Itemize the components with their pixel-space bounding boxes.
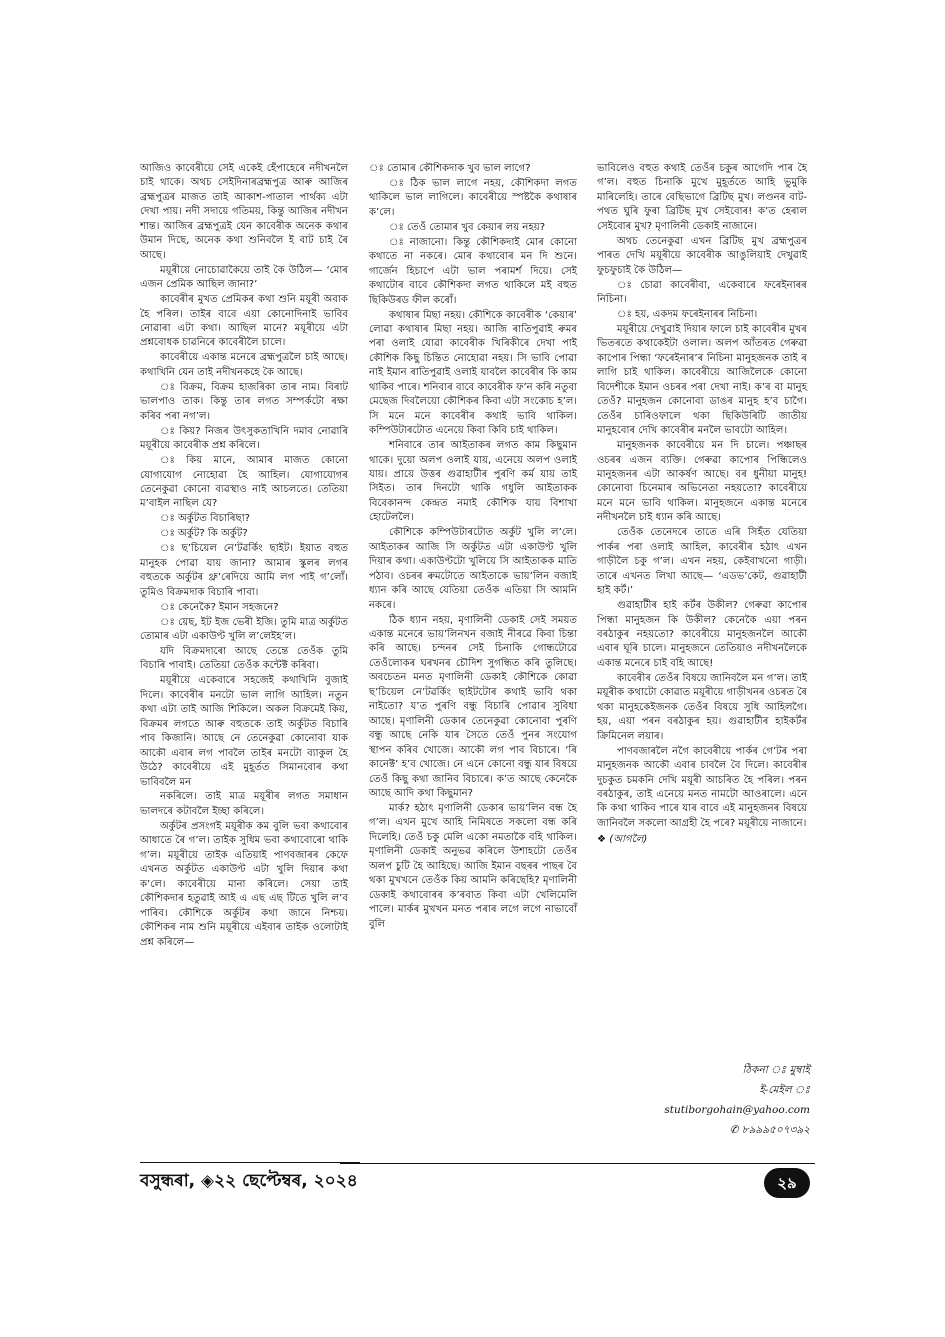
author-email-label: ই-মেইল ঃ bbox=[759, 1084, 810, 1096]
author-email: stutiborgohain@yahoo.com bbox=[664, 1104, 810, 1116]
paragraph: ঃ তেওঁ তোমাৰ খুব কেয়াৰ লয় নহয়? bbox=[389, 221, 546, 233]
paragraph: কাবেৰীয়ে একান্ত মনেৰে ব্ৰহ্মপুত্ৰলৈ চাই আছে। কথাখিনি যেন তাই নদীখনকহে কৈ আছে। bbox=[140, 352, 348, 378]
paragraph: ঃ অৰ্কুটত বিচাৰিছা? bbox=[160, 513, 250, 525]
author-address: ঠিকনা ঃ মুম্বাই bbox=[742, 1064, 810, 1076]
text-column-3-body bbox=[597, 162, 807, 831]
footer-rule-right bbox=[340, 1163, 815, 1164]
paragraph: ঃ য়েছ, ইট ইজ ভেৰী ইজি। তুমি মাত্ৰ অৰ্কুটত তোমাৰ এটা একাউণ্ট খুলি ল’লেইহ’ল। bbox=[140, 616, 348, 642]
paragraph: ঃ কেনেকৈ? ইমান সহজনে? bbox=[160, 601, 279, 613]
footer-rule-left bbox=[140, 1162, 360, 1163]
paragraph: অৰ্কুটৰ প্ৰসংগই ময়ূৰীক কম বুলি ভবা কথাবোৰ আধাতে ৰৈ গ’ল। তাইক সুধিম ভবা কথাবোৰো থাকি গ’ল। ময়ূৰীয়ে তাইক এতিয়াই পাণবজাৰৰ কেফে এখনত অৰ্কুটত একাউণ্ট এটা খুলি দিয়াৰ কথা ক’লে। কাবেৰীয়ে মানা কৰিলে। সেয়া তাই কৌশিকদাৰ হতুৱাই আই এ এছ এছ টিতে খুলি ল’ব পাৰিব। কৌশিকে অৰ্কুটৰ কথা জানে নিশ্চয়। কৌশিকৰ নাম শুনি ময়ূৰীয়ে এইবাৰ তাইক ওলোটাই প্ৰশ্ন কৰিলে— bbox=[140, 820, 348, 948]
paragraph: মানুহজনক কাবেৰীয়ে মন দি চালে। পঞ্চাছৰ ওচৰৰ এজন ব্যক্তি। গেৰুৱা কাপোৰ পিন্ধিলেও মানুহজনৰ এটা আকৰ্ষণ আছে। বৰ ধুনীয়া মানুহ! কোনোবা চিনেমাৰ অভিনেতা নহয়তো? কাবেৰীয়ে মনে মনে ভাবি থাকিল। মানুহজনে একান্ত মনেৰে নদীখনলৈ চাই ধ্যান কৰি আছে। bbox=[597, 440, 807, 524]
author-phone: ✆ ৮৯৯৯৫০৭৩৯২ bbox=[729, 1124, 810, 1136]
text-column-3 bbox=[597, 162, 807, 848]
paragraph: কাবেৰীৰ তেওঁৰ বিষয়ে জানিবলৈ মন গ’ল। তাই ময়ূৰীক কথাটো কোৱাত ময়ূৰীয়ে গাড়ীখনৰ ওচৰত ৰৈ থকা মানুহকেইজনক তেওঁৰ বিষয়ে সুধি আহিলগৈ। হয়, এয়া পৰন বৰঠাকুৰ হয়। গুৱাহাটীৰ হাইকৰ্টৰ ক্ৰিমিনেল লয়াৰ। bbox=[597, 672, 807, 742]
paragraph: কাবেৰীৰ মুখত প্ৰেমিকৰ কথা শুনি ময়ূৰী অবাক হৈ পৰিল। তাইৰ বাবে এয়া কোনোদিনাই ভাবিব নোৱাৰা এটা কথা। আছিল মানে? ময়ূৰীয়ে এটা প্ৰশ্নবোধক চাৱনিৰে কাবেৰীলৈ চালে। bbox=[140, 294, 348, 349]
paragraph: নকৰিলে। তাই মাত্ৰ ময়ূৰীৰ লগত সমাধান ভালদৰে কটাবলৈ ইচ্ছা কৰিলে। bbox=[140, 791, 348, 817]
paragraph: তেওঁক তেনেদৰে তাতে এৰি সিহঁত যেতিয়া পাৰ্কৰ পৰা ওলাই আহিল, কাবেৰীৰ হঠাৎ এখন গাড়ীলৈ চকু গ’ল। এখন নহয়, কেইবাখনো গাড়ী। তাৰে এখনত লিখা আছে— ‘এডভ’কেট, গুৱাহাটী হাই কৰ্ট।’ bbox=[597, 527, 807, 597]
paragraph: ময়ূৰীয়ে একেবাৰে সহজেই কথাখিনি বুজাই দিলে। কাবেৰীৰ মনটো ভাল লাগি আহিল। নতুন কথা এটা তাই আজি শিকিলে। অকল বিক্ৰমেই কিয়, বিক্ৰমৰ লগতে আৰু বহুতকে তাই অৰ্কুটত বিচাৰি পাব কিজানি। আছে নে তেনেকুৱা কোনোবা যাক আকৌ এবাৰ লগ পাবলৈ তাইৰ মনটো ব্যাকুল হৈ উঠে? কাবেৰীয়ে এই মুহূৰ্তত সিমানবোৰ কথা ভাবিবলৈ মন bbox=[140, 675, 348, 788]
magazine-footer: বসুন্ধৰা, ◈২২ ছেপ্টেম্বৰ, ২০২৪ bbox=[140, 1171, 358, 1191]
paragraph: পাণবজাৰলৈ নগৈ কাবেৰীয়ে পাৰ্কৰ গে’টৰ পৰা মানুহজনক আকৌ এবাৰ চাবলৈ বৈ দিলে। কাবেৰীৰ দুচকুত চমকনি দেখি ময়ূৰী আচৰিত হৈ পৰিল। পৰন বৰঠাকুৰ, তাই এনেয়ে মনত নামটো আওৰালে। এনে কি কথা থাকিব পাৰে যাৰ বাবে এই মানুহজনৰ বিষয়ে জানিবলৈ সকলো আগ্ৰহী হৈ পৰে? ময়ূৰীয়ে নাজানে। bbox=[597, 745, 807, 829]
paragraph: ঃ বিক্ৰম, বিক্ৰম হাজৰিকা তাৰ নাম। বিৰাট ভালপাও তাক। কিন্তু তাৰ লগত সম্পৰ্কটো ৰক্ষা কৰিব পৰা নগ’ল। bbox=[140, 381, 348, 422]
paragraph: অথচ তেনেকুৱা এখন ব্ৰিটিছ মুখ ব্ৰহ্মপুত্ৰৰ পাৰত দেখি ময়ূৰীয়ে কাবেৰীক আঙুলিয়াই দেখুৱাই ফুচফুচাই কৈ উঠিল— bbox=[597, 235, 807, 276]
paragraph: ঃ কিয়? নিজৰ উৎসুকতাখিনি দমাব নোৱাৰি ময়ূৰীয়ে কাবেৰীক প্ৰশ্ন কৰিলে। bbox=[140, 425, 348, 452]
paragraph: কথাষাৰ মিছা নহয়। কৌশিকে কাবেৰীক ‘কেয়াৰ’ লোৱা কথাষাৰ মিছা নহয়। আজি ৰাতিপুৱাই ৰুমৰ পৰা ওলাই যোৱা কাবেৰীক খিৰিকীৰে দেখা পাই কৌশিক কিছু চিন্তিত নোহোৱা নহয়। সি ভাবি পোৱা নাই ইমান ৰাতিপুৱাই ওলাই যাবলৈ কাবেৰীৰ কি কাম থাকিব পাৰে। শনিবাৰ বাবে কাবেৰীক ফ’ন কৰি নতুবা মেছেজ দিবলৈয়ো কৌশিকৰ কিবা এটা সংকোচ হ’ল। সি মনে মনে কাবেৰীৰ কথাই ভাবি থাকিল। কম্পিউটাৰটোত এনেয়ে কিবা কিবি চাই থাকিল। bbox=[369, 309, 577, 437]
paragraph: আজিও কাবেৰীয়ে সেই একেই হেঁপাহেৰে নদীখনলৈ চাই থাকে। অথচ সেইদিনাৰব্ৰহ্মপুত্ৰ আৰু আজিৰ ব্ৰহ্মপুত্ৰৰ মাজত তাই আকাশ-পাতাল পাৰ্থক্য এটা দেখা পায়। নদী সদায়ে গতিময়, কিন্তু আজিৰ নদীখন শান্ত। আজিৰ ব্ৰহ্মপুত্ৰই যেন কাবেৰীক অনেক কথাৰ উমান দিছে, অনেক কথা শুনিবলৈ ই বাট চাই ৰৈ আছে। bbox=[140, 163, 348, 261]
paragraph: ময়ূৰীয়ে নোচোৱাকৈয়ে তাই কৈ উঠিল— ‘মোৰ এজন প্ৰেমিক আছিল জানা?’ bbox=[140, 264, 348, 291]
text-column-1 bbox=[140, 162, 348, 950]
paragraph: শনিবাৰে তাৰ আইতাকৰ লগত কাম কিছুমান থাকে। দুয়ো অলপ ওলাই যায়, এনেয়ে অলপ ওলাই যায়। প্ৰায়ে উত্তৰ গুৱাহাটীৰ পুৰণি কৰ্ম যায় তাই সিইত। তাৰ দিনটো থাকি গধুলি আইতাকক বিবেকানন্দ কেন্দ্ৰত নমাই কৌশিক যায় বিশাখা হোটেললৈ। bbox=[369, 440, 577, 524]
page-number: ২৯ bbox=[764, 1168, 810, 1198]
paragraph: কৌশিকে কম্পিউটাৰটোত অৰ্কুট খুলি ল’লে। আইতাকৰ আজি সি অৰ্কুটত এটা একাউণ্ট খুলি দিয়াৰ কথা। একাউণ্টটো খুলিয়ে সি আইতাকক মাতি পঠাব। ওচৰৰ ৰুমটোতে আইতাকে ভায়’লিন বজাই ধ্যান কৰি আছে যেতিয়া তেওঁক এতিয়া সি আমনি নকৰে। bbox=[369, 527, 577, 611]
paragraph: ঃ নাজানো। কিন্তু কৌশিকদাই মোৰ কোনো কথাতে না নকৰে। মোৰ কথাবোৰ মন দি শুনে। গাৰ্জেন হিচাপে এটা ভাল পৰামৰ্শ দিয়ে। সেই কথাটোৰ বাবে কৌশিকদা লগত থাকিলে মই বহুত ছিকিউৰড ফীল কৰোঁ। bbox=[369, 236, 577, 306]
paragraph: ঃ ছ’চিয়েল নে’টৱৰ্কিং ছাইট। ইয়াত বহুত মানুহক পোৱা যায় জানা? আমাৰ স্কুলৰ লগৰ বহুতকে অৰ্কুটৰ থ্ৰু’ৰেদিয়ে আমি লগ পাই গ’লোঁ। তুমিও বিক্ৰমদাক বিচাৰি পাবা। bbox=[140, 543, 348, 598]
paragraph: যদি বিক্ৰমদাৰো আছে তেন্তে তেওঁক তুমি বিচাৰি পাবাই। তেতিয়া তেওঁক কন্টেক্ট কৰিবা। bbox=[140, 645, 348, 672]
paragraph: গুৱাহাটীৰ হাই কৰ্টৰ উকীল? গেৰুৱা কাপোৰ পিন্ধা মানুহজন কি উকীল? কেনেকৈ এয়া পৰন বৰঠাকুৰ নহয়তো? কাবেৰীয়ে মানুহজনলৈ আকৌ এবাৰ ঘূৰি চালে। মানুহজনে তেতিয়াও নদীখনলৈকে একান্ত মনেৰে চাই বহি আছে! bbox=[597, 600, 807, 669]
paragraph: ঃ তোমাৰ কৌশিকদাক খুব ভাল লাগে? bbox=[369, 163, 531, 174]
paragraph: ময়ূৰীয়ে দেখুৱাই দিয়াৰ ফালে চাই কাবেৰীৰ মুখৰ ভিতৰতে কথাকেইটা ওলাল। অলপ আঁতৰত গেৰুৱা কাপোৰ পিন্ধা ‘ফৰেইনাৰ’ৰ নিচিনা মানুহজনক তাই ৰ লাগি চাই থাকিল। কাবেৰীয়ে আজিলৈকে কোনো বিদেশীকে ইমান ওচৰৰ পৰা দেখা নাই। ক’ৰ বা মানুহ তেওঁ? মানুহজন কোনোবা ডাঙৰ মানুহ হ’ব চাগৈ। তেওঁৰ চাৰিওফালে থকা ছিকিউৰিটি জাতীয় মানুহবোৰ দেখি কাবেৰীৰ মনলৈ ভাবটো আহিল। bbox=[597, 323, 807, 437]
paragraph: ঃ হয়, একদম ফৰেইনাৰৰ নিচিনা। bbox=[617, 309, 758, 321]
paragraph: ভাবিলেও বহুত কথাই তেওঁৰ চকুৰ আগেদি পাৰ হৈ গ’ল। বহুত চিনাকি মুখে মুহূৰ্ততে আহি ভুমুকি মাৰিলেহি। তাৰে বেছিভাগে ব্ৰিটিছ মুখ। লণ্ডনৰ বাট-পথত ঘুৰি ফুৰা ব্ৰিটিছ মুখ সেইবোৰ! ক’ত হেৰাল সেইবোৰ মুখ? মৃণালিনী ডেকাই নাজানে। bbox=[597, 163, 807, 232]
paragraph: মাৰ্ক? হঠাৎ মৃণালিনী ডেকাৰ ভায়’লিন বন্ধ হৈ গ’ল। এখন মুখে আহি নিমিষতে সকলো বন্ধ কৰি দিলেহি। তেওঁ চকু মেলি একো নমতাকৈ বহি থাকিল। মৃণালিনী ডেকাই অনুভৱ কৰিলে উশাহটো তেওঁৰ অলপ চুটি হৈ আহিছে। আজি ইমান বছৰৰ পাছৰ বৈ থকা মুখখনে তেওঁক কিয় আমনি কৰিছেহি? মৃণালিনী ডেকাই কথাবোৰৰ ক’ৰবাত কিবা এটা খেলিমেলি পালে। মাৰ্কৰ মুখখন মনত পৰাৰ লগে লগে নাভাবোঁ বুলি bbox=[369, 802, 577, 930]
text-column-2 bbox=[369, 162, 577, 933]
paragraph: ঃ চোৱা কাবেৰীবা, একেবাৰে ফৰেইনাৰৰ নিচিনা। bbox=[597, 279, 807, 306]
paragraph: ঃ ঠিক ভাল লাগে নহয়, কৌশিকদা লগত থাকিলে ভাল লাগিলে। কাবেৰীয়ে স্পষ্টকৈ কথাষাৰ ক’লে। bbox=[369, 177, 577, 218]
paragraph: ঃ কিয় মানে, আমাৰ মাজত কোনো যোগাযোগ নোহোৱা হৈ আহিল। যোগাযোগৰ তেনেকুৱা কোনো ব্যৱস্থাও নাই আচলতে। তেতিয়া ম’বাইল নাছিল যে? bbox=[140, 455, 348, 510]
continued-marker: ❖ (আগলৈ) bbox=[597, 834, 648, 846]
paragraph: ঃ অৰ্কুট? কি অৰ্কুট? bbox=[160, 528, 248, 540]
paragraph: ঠিক ধ্যান নহয়, মৃণালিনী ডেকাই সেই সময়ত একান্ত মনেৰে ভায়’লিনখন বজাই নীৰৱে কিবা চিন্তা কৰি আছে। চন্দনৰ সেই চিনাকি গোন্ধটোৱে তেওঁলোকৰ ঘৰখনৰ চৌদিশ সুগন্ধিত কৰি তুলিছে। অবচেতন মনত মৃণালিনী ডেকাই কৌশিকে কোৱা ছ’চিয়েল নে’টৱৰ্কিং ছাইটটোৰ কথাই ভাবি থকা নাইতো? য’ত পুৰণি বন্ধু বিচাৰি পোৱাৰ সুবিধা আছে। মৃণালিনী ডেকাৰ তেনেকুৱা কোনোবা পুৰণি বন্ধু আছে নেকি যাৰ সৈতে তেওঁ পুনৰ সংযোগ স্থাপন কৰিব খোজে। আকৌ লগ পাব বিচাৰে। ‘ৰি কানেক্ট’ হ’ব খোজে। নে এনে কোনো বন্ধু যাৰ বিষয়ে তেওঁ কিছু কথা জানিব বিচাৰে। ক’ত আছে কেনেকৈ আছে আদি কথা কিছুমান? bbox=[369, 614, 577, 799]
